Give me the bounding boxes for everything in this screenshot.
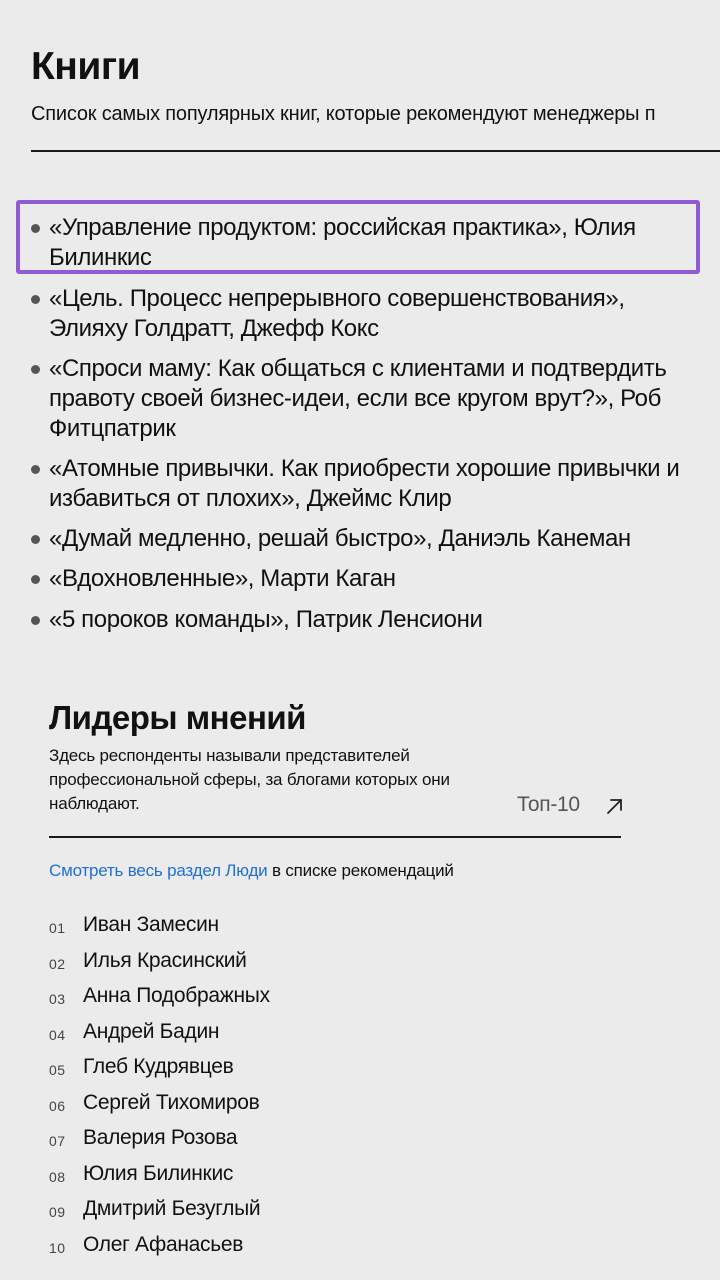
- leaders-divider: [49, 836, 621, 838]
- person-number: 04: [49, 1027, 66, 1043]
- see-all-line: [49, 858, 454, 884]
- person-name: Андрей Бадин: [83, 1020, 220, 1043]
- bullet-icon: [31, 224, 40, 233]
- person-number: 02: [49, 956, 66, 972]
- bullet-icon: [31, 535, 40, 544]
- book-title: «Вдохновленные», Марти Каган: [49, 565, 396, 592]
- top-10-link[interactable]: Топ-10: [517, 793, 580, 816]
- book-item-5[interactable]: [31, 524, 697, 554]
- person-item[interactable]: [49, 1017, 449, 1049]
- person-number: 08: [49, 1169, 66, 1185]
- person-item[interactable]: [49, 1088, 449, 1120]
- person-item[interactable]: [49, 1230, 449, 1262]
- person-name: Олег Афанасьев: [83, 1233, 244, 1256]
- book-title: «Управление продуктом: российская практика», Юлия Билинкис: [49, 214, 636, 271]
- books-subtitle: Список самых популярных книг, которые рекомендуют менеджеры п: [31, 103, 656, 125]
- see-all-suffix: в списке рекомендаций: [267, 861, 454, 880]
- person-name: Глеб Кудрявцев: [83, 1055, 234, 1078]
- person-item[interactable]: [49, 1123, 449, 1155]
- person-name: Иван Замесин: [83, 913, 219, 936]
- person-number: 09: [49, 1204, 66, 1220]
- person-number: 07: [49, 1133, 66, 1149]
- person-number: 05: [49, 1062, 66, 1078]
- person-name: Сергей Тихомиров: [83, 1091, 260, 1114]
- book-item-3[interactable]: [31, 354, 697, 444]
- person-item[interactable]: [49, 946, 449, 978]
- leaders-title: Лидеры мнений: [49, 699, 306, 736]
- person-name: Дмитрий Безуглый: [83, 1197, 261, 1220]
- book-title: «Атомные привычки. Как приобрести хорошие привычки и избавиться от плохих», Джеймс Клир: [49, 455, 680, 512]
- bullet-icon: [31, 616, 40, 625]
- person-item[interactable]: [49, 1052, 449, 1084]
- book-item-7[interactable]: [31, 605, 697, 635]
- book-item-6[interactable]: [31, 564, 697, 594]
- person-number: 03: [49, 991, 66, 1007]
- books-title: Книги: [31, 45, 141, 88]
- book-item-2[interactable]: [31, 284, 697, 344]
- book-item-4[interactable]: [31, 454, 697, 514]
- bullet-icon: [31, 295, 40, 304]
- bullet-icon: [31, 575, 40, 584]
- person-name: Анна Подображных: [83, 984, 270, 1007]
- book-title: «Спроси маму: Как общаться с клиентами и подтвердить правоту своей бизнес-идеи, если все кругом врут?», Роб Фитцпатрик: [49, 355, 667, 442]
- person-item[interactable]: [49, 1159, 449, 1191]
- book-title: «Думай медленно, решай быстро», Даниэль Канеман: [49, 525, 631, 552]
- book-title: «Цель. Процесс непрерывного совершенствования», Элияху Голдратт, Джефф Кокс: [49, 285, 625, 342]
- person-number: 06: [49, 1098, 66, 1114]
- person-number: 10: [49, 1240, 66, 1256]
- person-item[interactable]: [49, 981, 449, 1013]
- person-item[interactable]: [49, 910, 449, 942]
- books-divider: [31, 150, 720, 152]
- person-name: Юлия Билинкис: [83, 1162, 234, 1185]
- book-title: «5 пороков команды», Патрик Ленсиони: [49, 606, 483, 633]
- bullet-icon: [31, 365, 40, 374]
- person-item[interactable]: [49, 1194, 449, 1226]
- book-item-1[interactable]: [31, 213, 697, 273]
- person-name: Валерия Розова: [83, 1126, 238, 1149]
- person-number: 01: [49, 920, 66, 936]
- bullet-icon: [31, 465, 40, 474]
- person-name: Илья Красинский: [83, 949, 247, 972]
- leaders-description: Здесь респонденты называли представителей профессиональной сферы, за блогами которых они наблюдают.: [49, 746, 450, 813]
- see-all-people-link[interactable]: Смотреть весь раздел Люди: [49, 861, 268, 880]
- arrow-up-right-icon[interactable]: [604, 796, 624, 816]
